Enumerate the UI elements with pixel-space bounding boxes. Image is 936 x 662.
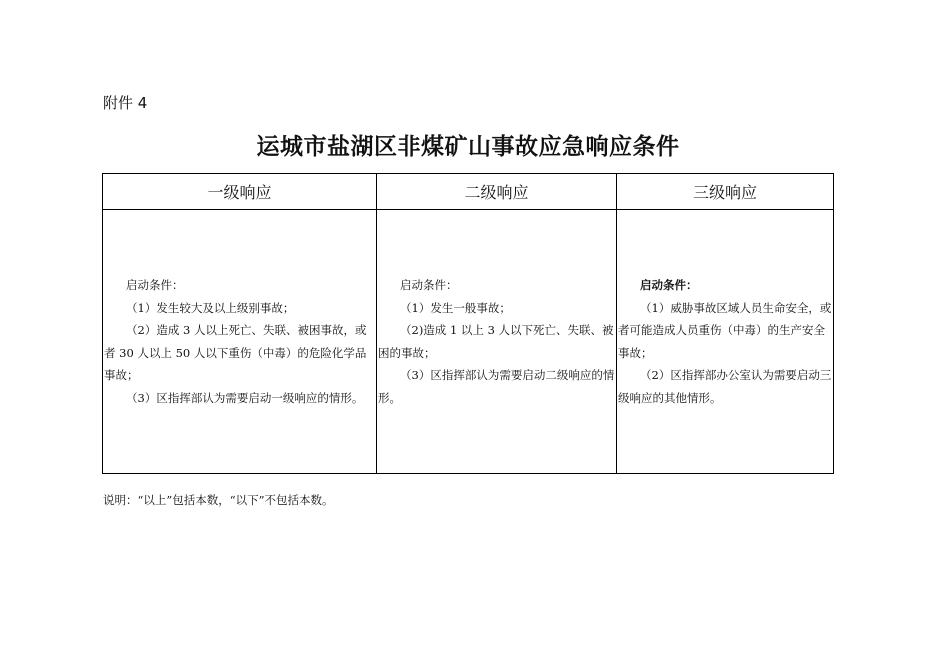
condition-item: （3）区指挥部认为需要启动二级响应的情形。	[378, 368, 615, 405]
condition-item: （2）区指挥部办公室认为需要启动三级响应的其他情形。	[618, 368, 832, 405]
condition-item: （2)造成 1 以上 3 人以下死亡、失联、被困的事故；	[378, 323, 614, 360]
attachment-label: 附件 4	[103, 94, 148, 112]
condition-title: 启动条件：	[126, 278, 184, 292]
table-row	[103, 210, 834, 474]
response-conditions-table	[102, 173, 834, 474]
condition-item: （3）区指挥部认为需要启动一级响应的情形。	[126, 390, 364, 405]
condition-item: （1）威胁事故区域人员生命安全，或者可能造成人员重伤（中毒）的生产安全事故；	[618, 300, 832, 360]
condition-item: （1）发生较大及以上级别事故；	[126, 300, 295, 315]
condition-item: （2）造成 3 人以上死亡、失联、被困事故，或者 30 人以上 50 人以下重伤（中毒）的危险化学品事故；	[104, 323, 367, 382]
table-header-row	[103, 174, 834, 210]
condition-title: 启动条件：	[640, 278, 698, 292]
header-level-3: 三级响应	[617, 174, 834, 210]
footnote: 说明：“以上”包括本数，“以下”不包括本数。	[103, 493, 334, 507]
cell-level-2	[377, 210, 617, 474]
cell-level-3	[617, 210, 834, 474]
header-level-1: 一级响应	[103, 174, 377, 210]
condition-item: （1）发生一般事故；	[400, 300, 511, 315]
cell-level-1	[103, 210, 377, 474]
header-level-2: 二级响应	[377, 174, 617, 210]
document-title: 运城市盐湖区非煤矿山事故应急响应条件	[256, 133, 680, 160]
condition-title: 启动条件：	[400, 278, 458, 292]
